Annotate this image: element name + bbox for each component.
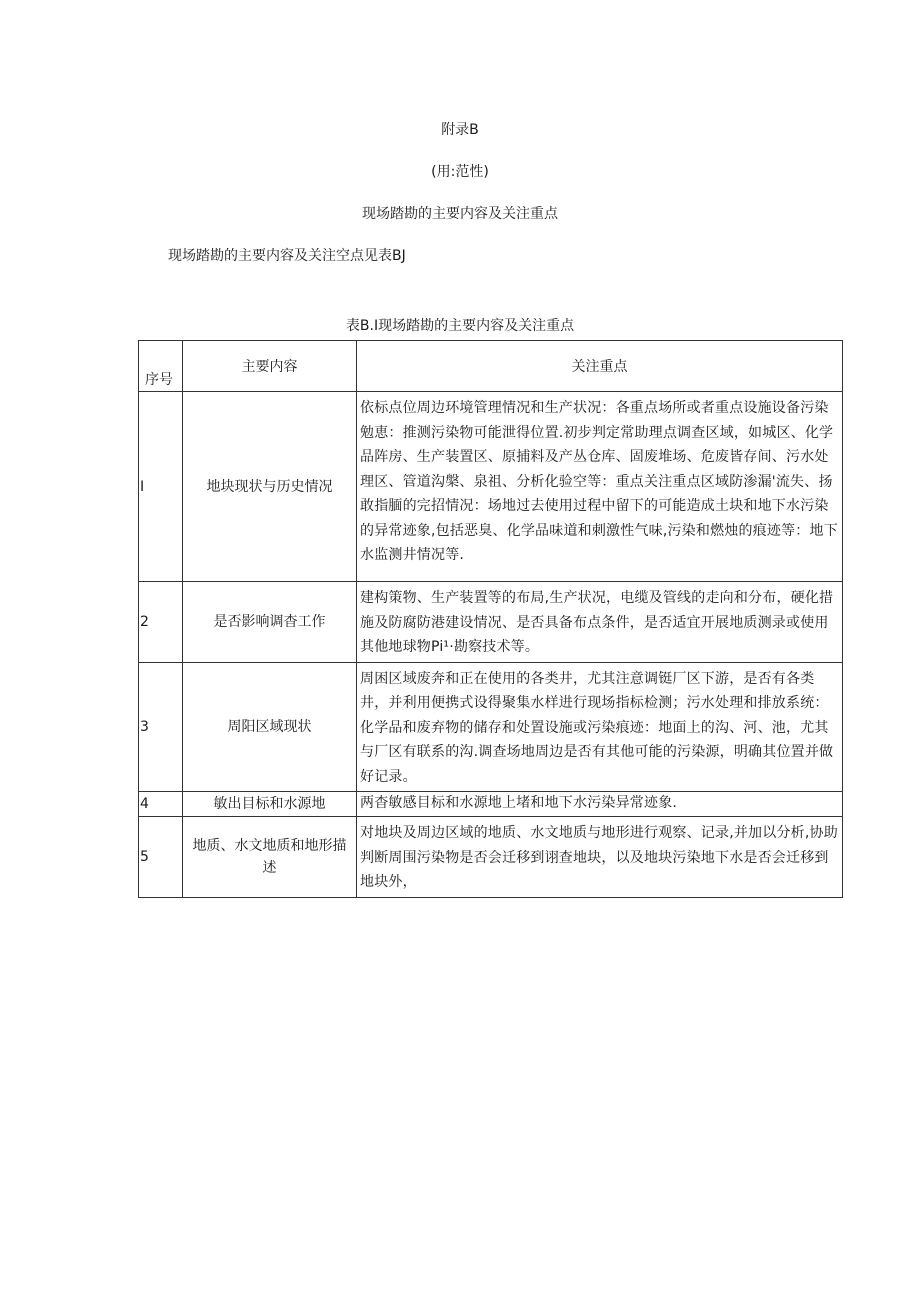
- row-number: I: [139, 392, 183, 582]
- row-focus: 两杳敏感目标和水源地上堵和地下水污染异常迹象.: [357, 792, 843, 817]
- appendix-title: 附录B: [441, 122, 479, 138]
- header-number: 序号: [139, 341, 183, 392]
- row-focus: 依标点位周边环境管理情况和生产状况：各重点场所或者重点设施设备污染勉恵：推测污染物可能泄得位置.初步判定常助理点调查区域，如城区、化学品阵房、生产装置区、原捕料及产丛仓库、固废堆场、危废皆存间、污水处理区、管道沟槃、泉祖、分析化验空等：重点关注重点区域防渗漏'流失、扬敢指腼的完招情况：场地过去使用过程中留下的可能造成土块和地下水污染的异常迹象,包括恶臭、化学品味道和刺激性气味,污染和燃烛的痕迹等：地下水监测井情况等.: [357, 392, 843, 582]
- table-caption: 表B.I现场踏勘的主要内容及关注重点: [345, 318, 575, 334]
- table-header-row: [139, 341, 843, 392]
- table-row: [139, 817, 843, 898]
- intro-text: 现场踏勘的主要内容及关注空点见表BJ: [168, 248, 406, 264]
- row-focus: 周困区域废奔和正在使用的各类井，尤其注意调铤厂区下游，是否有各类井，并利用便携式设得聚集水样进行现场指标检测；污水处理和排放系统：化学品和废弃物的储存和处置设施或污染痕迹：地面上的沟、河、池，尤其与厂区有联系的沟.调查场地周边是否有其他可能的污染源，明确其位置并做好记录。: [357, 662, 843, 792]
- row-focus: 建构策物、生产装置等的布局,生产状况，电缆及管线的走向和分布，硬化措施及防腐防港建设情况、是否具备布点条件，是否适宜开展地质测录或使用其他地球物Pi¹·勘察技术等。: [357, 582, 843, 663]
- header-content: 主要内容: [183, 341, 357, 392]
- row-content: 地块现状与历史情况: [183, 392, 357, 582]
- section-title: 现场踏勘的主要内容及关注重点: [362, 206, 558, 222]
- row-content: 周阳区域现状: [183, 662, 357, 792]
- row-content: 是否影响调杳工作: [183, 582, 357, 663]
- survey-table: [138, 340, 843, 898]
- table-row: [139, 392, 843, 582]
- row-number: 5: [139, 817, 183, 898]
- row-number: 3: [139, 662, 183, 792]
- header-focus: 关注重点: [357, 341, 843, 392]
- row-content: 地质、水文地质和地形描述: [183, 817, 357, 898]
- table-row: [139, 582, 843, 663]
- appendix-nature: (用:范性): [431, 164, 489, 180]
- row-content: 敏出目标和水源地: [183, 792, 357, 817]
- row-number: 4: [139, 792, 183, 817]
- row-focus: 对地块及周边区域的地质、水文地质与地形进行观察、记录,并加以分析,协助判断周围污染物是否会迁移到诩查地块，以及地块污染地下水是否会迁移到地块外，: [357, 817, 843, 898]
- table-row: [139, 662, 843, 792]
- row-number: 2: [139, 582, 183, 663]
- table-row: [139, 792, 843, 817]
